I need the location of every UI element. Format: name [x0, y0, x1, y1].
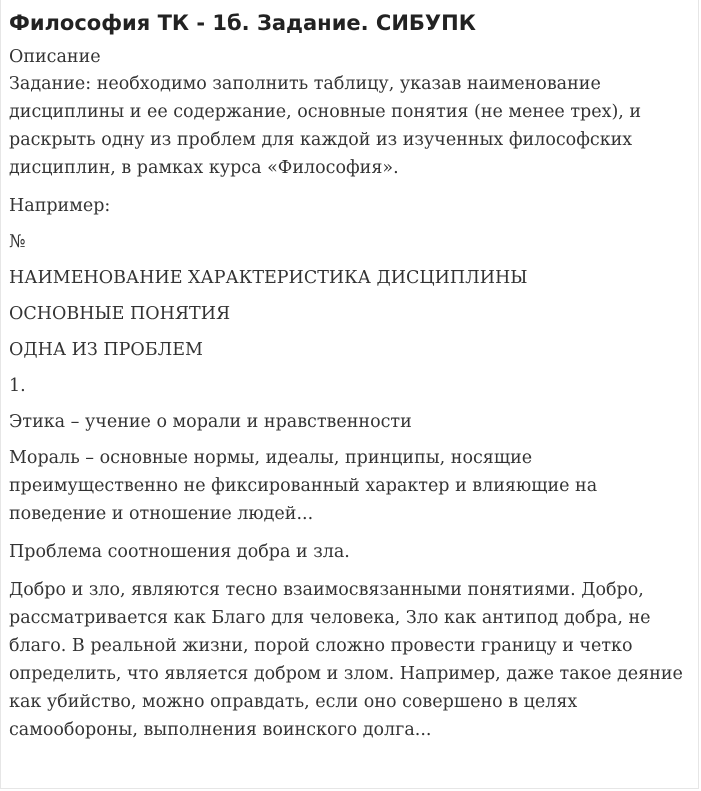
row-number: 1.: [9, 376, 26, 396]
table-header-name: НАИМЕНОВАНИЕ ХАРАКТЕРИСТИКА ДИСЦИПЛИНЫ: [9, 268, 528, 288]
example-label: Например:: [9, 196, 111, 216]
table-header-concepts: ОСНОВНЫЕ ПОНЯТИЯ: [9, 304, 231, 324]
description-label: Описание: [9, 47, 101, 67]
table-header-problem: ОДНА ИЗ ПРОБЛЕМ: [9, 340, 203, 360]
problem-title: Проблема соотношения добра и зла.: [9, 542, 350, 562]
page-title: Философия ТК - 1б. Задание. СИБУПК: [9, 11, 476, 35]
task-paragraph: Задание: необходимо заполнить таблицу, указав наименование дисциплины и ее содержание, основные понятия (не менее трех), и раскрыть одну из проблем для каждой из изученных философских дисциплин, в рамках курса «Философия».: [9, 74, 642, 178]
problem-text: Добро и зло, являются тесно взаимосвязанными понятиями. Добро, рассматривается как Благо для человека, Зло как антипод добра, не благо. В реальной жизни, порой сложно провести границу и четко определить, что является добром и злом. Например, даже такое деяние как убийство, можно оправдать, если оно совершено в целях самообороны, выполнения воинского долга...: [9, 580, 683, 740]
table-header-number: №: [9, 232, 26, 252]
discipline-name: Этика – учение о морали и нравственности: [9, 412, 412, 432]
document-content: [9, 8, 689, 754]
concepts-text: Мораль – основные нормы, идеалы, принципы, носящие преимущественно не фиксированный характер и влияющие на поведение и отношение людей...: [9, 448, 598, 524]
